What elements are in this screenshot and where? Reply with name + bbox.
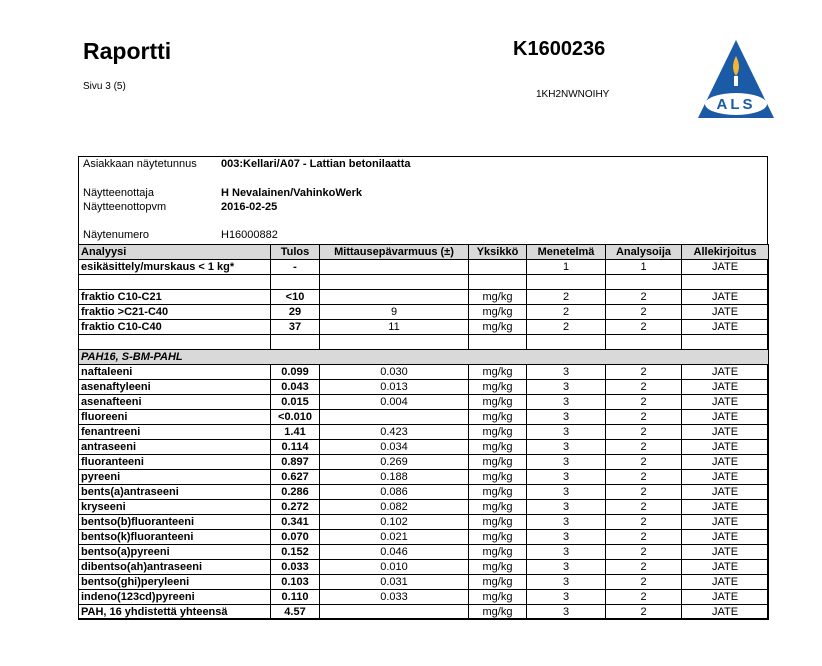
table-cell: mg/kg <box>469 530 527 545</box>
col-header: Analyysi <box>79 245 271 260</box>
table-cell: JATE <box>682 410 769 425</box>
table-cell: 3 <box>527 575 606 590</box>
table-cell: 3 <box>527 590 606 605</box>
analyte-name: bentso(b)fluoranteeni <box>79 515 271 530</box>
table-row <box>79 320 769 335</box>
table-cell: 3 <box>527 440 606 455</box>
table-cell: 0.004 <box>320 395 469 410</box>
table-cell: 0.046 <box>320 545 469 560</box>
analyte-name: indeno(123cd)pyreeni <box>79 590 271 605</box>
table-row <box>79 260 769 275</box>
table-cell: mg/kg <box>469 380 527 395</box>
table-cell: 0.110 <box>271 590 320 605</box>
results-table <box>78 244 769 620</box>
table-cell: 3 <box>527 500 606 515</box>
table-cell: 0.152 <box>271 545 320 560</box>
table-cell: mg/kg <box>469 395 527 410</box>
analyte-name: kryseeni <box>79 500 271 515</box>
table-row <box>79 455 769 470</box>
table-cell: 2 <box>606 500 682 515</box>
table-cell: 2 <box>606 320 682 335</box>
table-row <box>79 305 769 320</box>
table-cell: JATE <box>682 290 769 305</box>
table-cell: JATE <box>682 530 769 545</box>
table-row <box>79 290 769 305</box>
svg-text:ALS: ALS <box>716 96 756 113</box>
report-sub-id: 1KH2NWNOIHY <box>536 89 610 100</box>
table-cell: JATE <box>682 560 769 575</box>
report-id: K1600236 <box>513 38 606 60</box>
analyte-name: dibentso(ah)antraseeni <box>79 560 271 575</box>
customer-id-value: 003:Kellari/A07 - Lattian betonilaatta <box>221 158 411 170</box>
table-cell: 3 <box>527 455 606 470</box>
table-cell: 0.021 <box>320 530 469 545</box>
table-cell: 0.188 <box>320 470 469 485</box>
table-cell: 0.099 <box>271 365 320 380</box>
table-cell <box>320 410 469 425</box>
table-header-row <box>79 245 769 260</box>
table-row <box>79 395 769 410</box>
report-title: Raportti <box>83 38 172 64</box>
table-cell: 0.033 <box>271 560 320 575</box>
table-cell: 2 <box>606 560 682 575</box>
table-cell <box>320 260 469 275</box>
col-header: Tulos <box>271 245 320 260</box>
table-cell: 11 <box>320 320 469 335</box>
table-row <box>79 500 769 515</box>
spacer-row <box>79 335 769 350</box>
table-cell <box>320 605 469 620</box>
table-cell: 37 <box>271 320 320 335</box>
table-cell: 0.086 <box>320 485 469 500</box>
col-header: Menetelmä <box>527 245 606 260</box>
table-row <box>79 485 769 500</box>
table-cell: JATE <box>682 425 769 440</box>
table-cell: 0.070 <box>271 530 320 545</box>
analyte-name: fluoranteeni <box>79 455 271 470</box>
table-cell: - <box>271 260 320 275</box>
sample-number-value: H16000882 <box>221 229 278 241</box>
analyte-name: asenafteeni <box>79 395 271 410</box>
table-cell: mg/kg <box>469 545 527 560</box>
table-cell: 0.423 <box>320 425 469 440</box>
analyte-name: naftaleeni <box>79 365 271 380</box>
table-row <box>79 515 769 530</box>
spacer-row <box>79 275 769 290</box>
table-cell: mg/kg <box>469 590 527 605</box>
table-cell: 0.030 <box>320 365 469 380</box>
page-number: Sivu 3 (5) <box>83 81 126 92</box>
table-row <box>79 575 769 590</box>
table-cell: JATE <box>682 260 769 275</box>
table-cell: 2 <box>606 530 682 545</box>
table-cell: mg/kg <box>469 455 527 470</box>
table-row <box>79 530 769 545</box>
table-cell: 3 <box>527 515 606 530</box>
analyte-name: antraseeni <box>79 440 271 455</box>
table-cell: 3 <box>527 560 606 575</box>
customer-id-label: Asiakkaan näytetunnus <box>83 158 197 170</box>
table-cell: 2 <box>606 380 682 395</box>
table-cell: <10 <box>271 290 320 305</box>
table-cell: 2 <box>606 395 682 410</box>
table-cell: 2 <box>606 425 682 440</box>
col-header: Allekirjoitus <box>682 245 769 260</box>
table-cell: 0.286 <box>271 485 320 500</box>
table-cell: 0.897 <box>271 455 320 470</box>
table-cell: 2 <box>606 470 682 485</box>
table-row <box>79 365 769 380</box>
table-cell: 1 <box>527 260 606 275</box>
analyte-name: fraktio >C21-C40 <box>79 305 271 320</box>
table-cell: 0.031 <box>320 575 469 590</box>
table-cell: JATE <box>682 500 769 515</box>
date-label: Näytteenottopvm <box>83 201 167 213</box>
table-cell: 3 <box>527 410 606 425</box>
table-cell: mg/kg <box>469 425 527 440</box>
table-cell <box>469 260 527 275</box>
table-cell: 2 <box>606 455 682 470</box>
table-cell: JATE <box>682 365 769 380</box>
table-cell: JATE <box>682 440 769 455</box>
table-cell: 2 <box>527 320 606 335</box>
table-cell: 3 <box>527 545 606 560</box>
table-cell: mg/kg <box>469 305 527 320</box>
table-cell: JATE <box>682 305 769 320</box>
table-cell: 0.034 <box>320 440 469 455</box>
table-row <box>79 425 769 440</box>
table-cell: 3 <box>527 395 606 410</box>
table-row <box>79 560 769 575</box>
table-cell: 2 <box>527 290 606 305</box>
table-cell: 0.627 <box>271 470 320 485</box>
table-cell: 1.41 <box>271 425 320 440</box>
analyte-name: bentso(ghi)peryleeni <box>79 575 271 590</box>
analyte-name: pyreeni <box>79 470 271 485</box>
table-cell: 0.013 <box>320 380 469 395</box>
col-header: Yksikkö <box>469 245 527 260</box>
table-cell: 3 <box>527 425 606 440</box>
table-cell: 2 <box>606 290 682 305</box>
table-cell: mg/kg <box>469 605 527 620</box>
table-row <box>79 440 769 455</box>
table-cell: 2 <box>606 440 682 455</box>
table-cell: 2 <box>606 305 682 320</box>
col-header: Analysoija <box>606 245 682 260</box>
table-cell: 2 <box>606 410 682 425</box>
table-cell: 2 <box>606 590 682 605</box>
analyte-name: bentso(a)pyreeni <box>79 545 271 560</box>
table-cell: mg/kg <box>469 440 527 455</box>
table-cell: 0.102 <box>320 515 469 530</box>
table-cell: 0.010 <box>320 560 469 575</box>
table-cell: 0.114 <box>271 440 320 455</box>
analyte-name: fluoreeni <box>79 410 271 425</box>
table-cell: 3 <box>527 485 606 500</box>
table-cell: 3 <box>527 380 606 395</box>
table-cell: mg/kg <box>469 320 527 335</box>
table-cell: JATE <box>682 515 769 530</box>
table-cell: mg/kg <box>469 560 527 575</box>
table-cell: JATE <box>682 545 769 560</box>
table-cell: 1 <box>606 260 682 275</box>
table-row <box>79 380 769 395</box>
table-cell: 3 <box>527 470 606 485</box>
table-cell: <0.010 <box>271 410 320 425</box>
table-cell: mg/kg <box>469 500 527 515</box>
analyte-name: PAH, 16 yhdistettä yhteensä <box>79 605 271 620</box>
table-cell: 0.033 <box>320 590 469 605</box>
table-cell: mg/kg <box>469 470 527 485</box>
table-cell: JATE <box>682 320 769 335</box>
table-cell: 0.015 <box>271 395 320 410</box>
analyte-name: fraktio C10-C21 <box>79 290 271 305</box>
section-title: PAH16, S-BM-PAHL <box>79 350 769 365</box>
table-cell: 2 <box>606 485 682 500</box>
date-value: 2016-02-25 <box>221 201 278 213</box>
table-cell: JATE <box>682 575 769 590</box>
table-cell: 2 <box>606 605 682 620</box>
table-cell: 0.341 <box>271 515 320 530</box>
table-cell: JATE <box>682 485 769 500</box>
sampler-value: H Nevalainen/VahinkoWerk <box>221 187 363 199</box>
table-cell: 2 <box>606 515 682 530</box>
analyte-name: fenantreeni <box>79 425 271 440</box>
analyte-name: asenaftyleeni <box>79 380 271 395</box>
table-cell: JATE <box>682 455 769 470</box>
table-cell: mg/kg <box>469 410 527 425</box>
table-cell: 0.043 <box>271 380 320 395</box>
col-header: Mittausepävarmuus (±) <box>320 245 469 260</box>
table-cell: mg/kg <box>469 575 527 590</box>
table-cell: mg/kg <box>469 515 527 530</box>
analyte-name: bentso(k)fluoranteeni <box>79 530 271 545</box>
table-cell: 2 <box>606 575 682 590</box>
table-cell: 3 <box>527 605 606 620</box>
analyte-name: esikäsittely/murskaus < 1 kg* <box>79 260 271 275</box>
table-row <box>79 410 769 425</box>
table-cell: mg/kg <box>469 365 527 380</box>
table-cell: 3 <box>527 365 606 380</box>
table-cell: 29 <box>271 305 320 320</box>
table-cell: 9 <box>320 305 469 320</box>
als-logo <box>694 38 778 122</box>
table-cell: 3 <box>527 530 606 545</box>
sample-number-label: Näytenumero <box>83 229 150 241</box>
table-cell: 2 <box>606 545 682 560</box>
table-cell: JATE <box>682 590 769 605</box>
table-cell: 2 <box>527 305 606 320</box>
table-cell: JATE <box>682 605 769 620</box>
table-cell: 0.082 <box>320 500 469 515</box>
table-cell: 4.57 <box>271 605 320 620</box>
sampler-label: Näytteenottaja <box>83 187 154 199</box>
table-cell: 0.103 <box>271 575 320 590</box>
analyte-name: fraktio C10-C40 <box>79 320 271 335</box>
table-cell <box>320 290 469 305</box>
table-cell: JATE <box>682 470 769 485</box>
table-row <box>79 470 769 485</box>
table-cell: JATE <box>682 380 769 395</box>
table-row <box>79 590 769 605</box>
table-row <box>79 545 769 560</box>
table-cell: 0.269 <box>320 455 469 470</box>
analyte-name: bents(a)antraseeni <box>79 485 271 500</box>
table-row <box>79 605 769 620</box>
table-cell: mg/kg <box>469 290 527 305</box>
table-cell: 2 <box>606 365 682 380</box>
section-row <box>79 350 769 365</box>
table-cell: 0.272 <box>271 500 320 515</box>
table-cell: JATE <box>682 395 769 410</box>
table-cell: mg/kg <box>469 485 527 500</box>
